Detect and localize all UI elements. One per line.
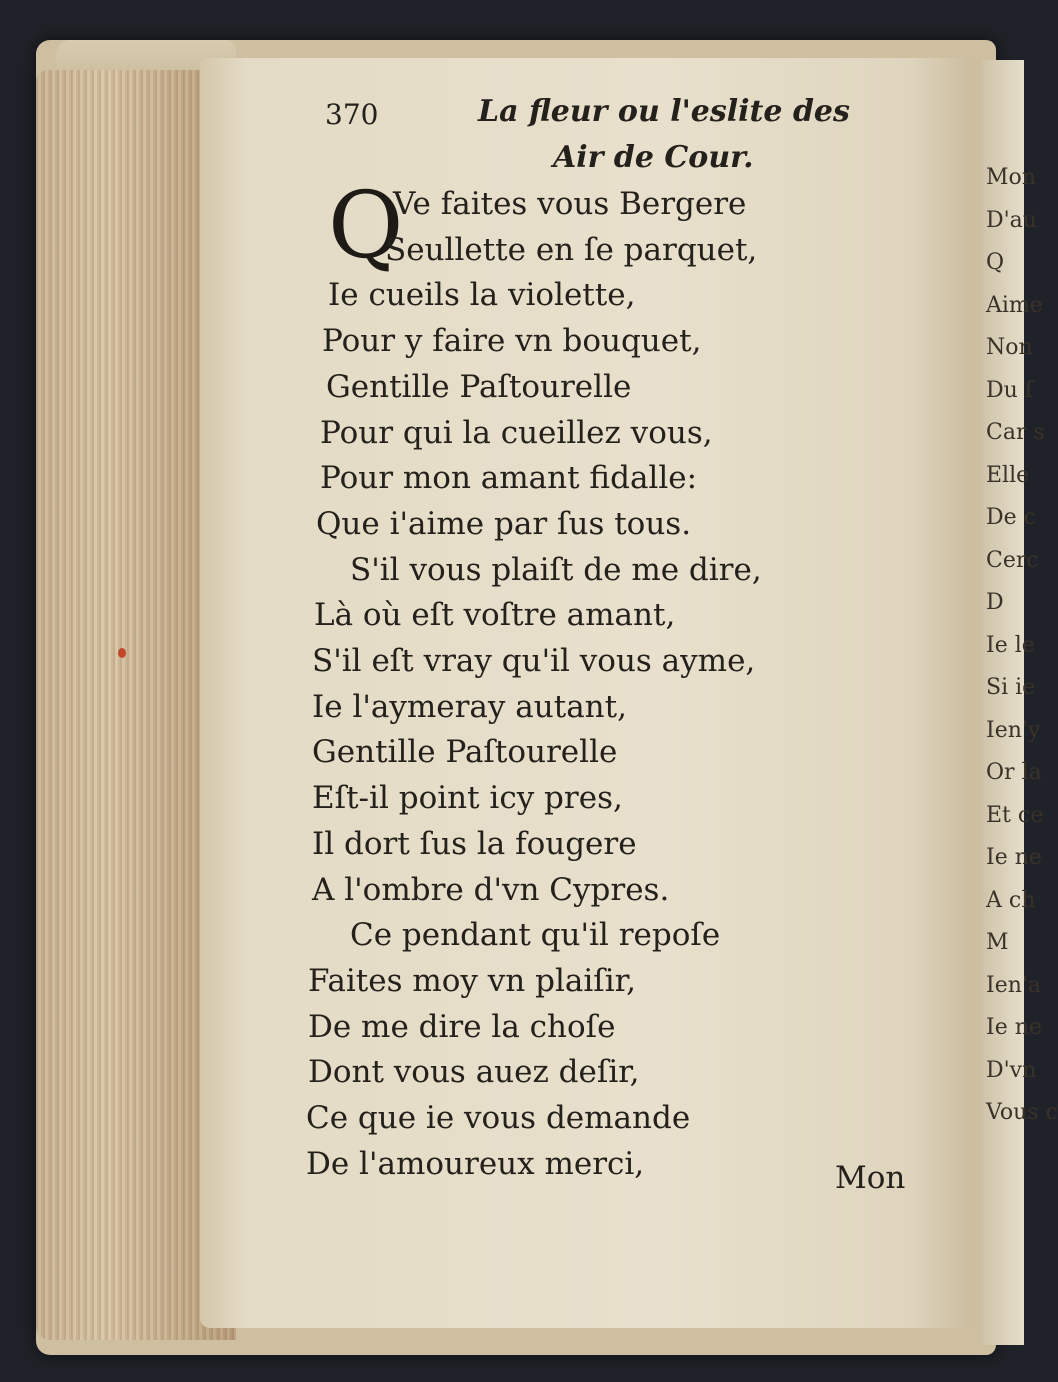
facing-page-fragment: Aime [986, 292, 1043, 318]
facing-page-fragment: Ie ne [986, 1015, 1042, 1040]
verse-line: A l'ombre d'vn Cypres. [312, 871, 670, 908]
verse-line: Ve faites vous Bergere [393, 186, 747, 222]
verse-line: De me dire la choſe [308, 1008, 616, 1045]
facing-page-fragment: D'vn [986, 1057, 1037, 1083]
facing-page-fragment: A ch [986, 887, 1036, 913]
verse-line: De l'amoureux merci, [306, 1145, 645, 1182]
facing-page-fragment: Ie ne [986, 845, 1042, 870]
verse-line: Ie cueils la violette, [328, 277, 636, 314]
facing-page-fragment: Elle [986, 462, 1030, 488]
verse-line: Eſt-il point icy pres, [312, 780, 623, 817]
verse-line: Dont vous auez deſir, [308, 1054, 640, 1091]
page-number: 370 [325, 98, 379, 131]
facing-page-fragment: Vous c [986, 1100, 1058, 1125]
facing-page-fragment: De c [986, 505, 1036, 530]
running-title: La fleur ou l'eslite des [478, 94, 850, 129]
facing-page-fragment: Or la [986, 760, 1042, 785]
drop-cap: Q [328, 172, 404, 279]
facing-page-fragment: Du ſ [986, 377, 1033, 403]
verse-line: S'il vous plaiſt de me dire, [350, 551, 762, 588]
verse-line: Que i'aime par ſus tous. [316, 505, 692, 542]
facing-page-fragment: M [986, 930, 1009, 955]
facing-page-fragment: Cerc [986, 547, 1039, 573]
verse-line: Là où eſt voſtre amant, [314, 597, 676, 634]
facing-page-fragment: Ien'y [986, 717, 1041, 743]
red-ink-spot [118, 648, 126, 658]
verse-line: Pour mon amant fidalle: [320, 460, 698, 497]
verse-line: Seullette en ſe parquet, [385, 231, 758, 268]
verse-line: Pour qui la cueillez vous, [320, 414, 713, 451]
facing-page-edge [982, 60, 1058, 1345]
facing-page-fragment: Q [986, 250, 1005, 275]
verse-line: Ce pendant qu'il repoſe [350, 917, 721, 954]
verse-line: Ce que ie vous demande [306, 1100, 691, 1136]
facing-page-fragment: Si ie [986, 675, 1036, 700]
catchword: Mon [835, 1160, 906, 1196]
facing-page-fragment: Ie le [986, 632, 1035, 658]
verse-line: Faites moy vn plaiſir, [308, 962, 636, 999]
facing-page-fragment: Mon [986, 165, 1036, 190]
facing-page-fragment: D'au [986, 207, 1037, 233]
facing-page-fragment: D [986, 590, 1004, 615]
facing-page-fragment: Et ce [986, 802, 1044, 828]
verse-line: Gentille Paſtourelle [312, 734, 618, 771]
facing-page-fragment: Car s [986, 420, 1045, 445]
song-title: Air de Cour. [553, 140, 754, 175]
verse-line: Pour y faire vn bouquet, [322, 323, 702, 360]
verse-line: S'il eſt vray qu'il vous ayme, [312, 643, 756, 679]
verse-line: Gentille Paſtourelle [326, 368, 632, 405]
verse-line: Il dort ſus la fougere [312, 825, 637, 862]
facing-page-fragment: Non [986, 335, 1033, 360]
facing-page-fragment: Ien'a [986, 972, 1042, 998]
verse-line: Ie l'aymeray autant, [312, 688, 627, 725]
